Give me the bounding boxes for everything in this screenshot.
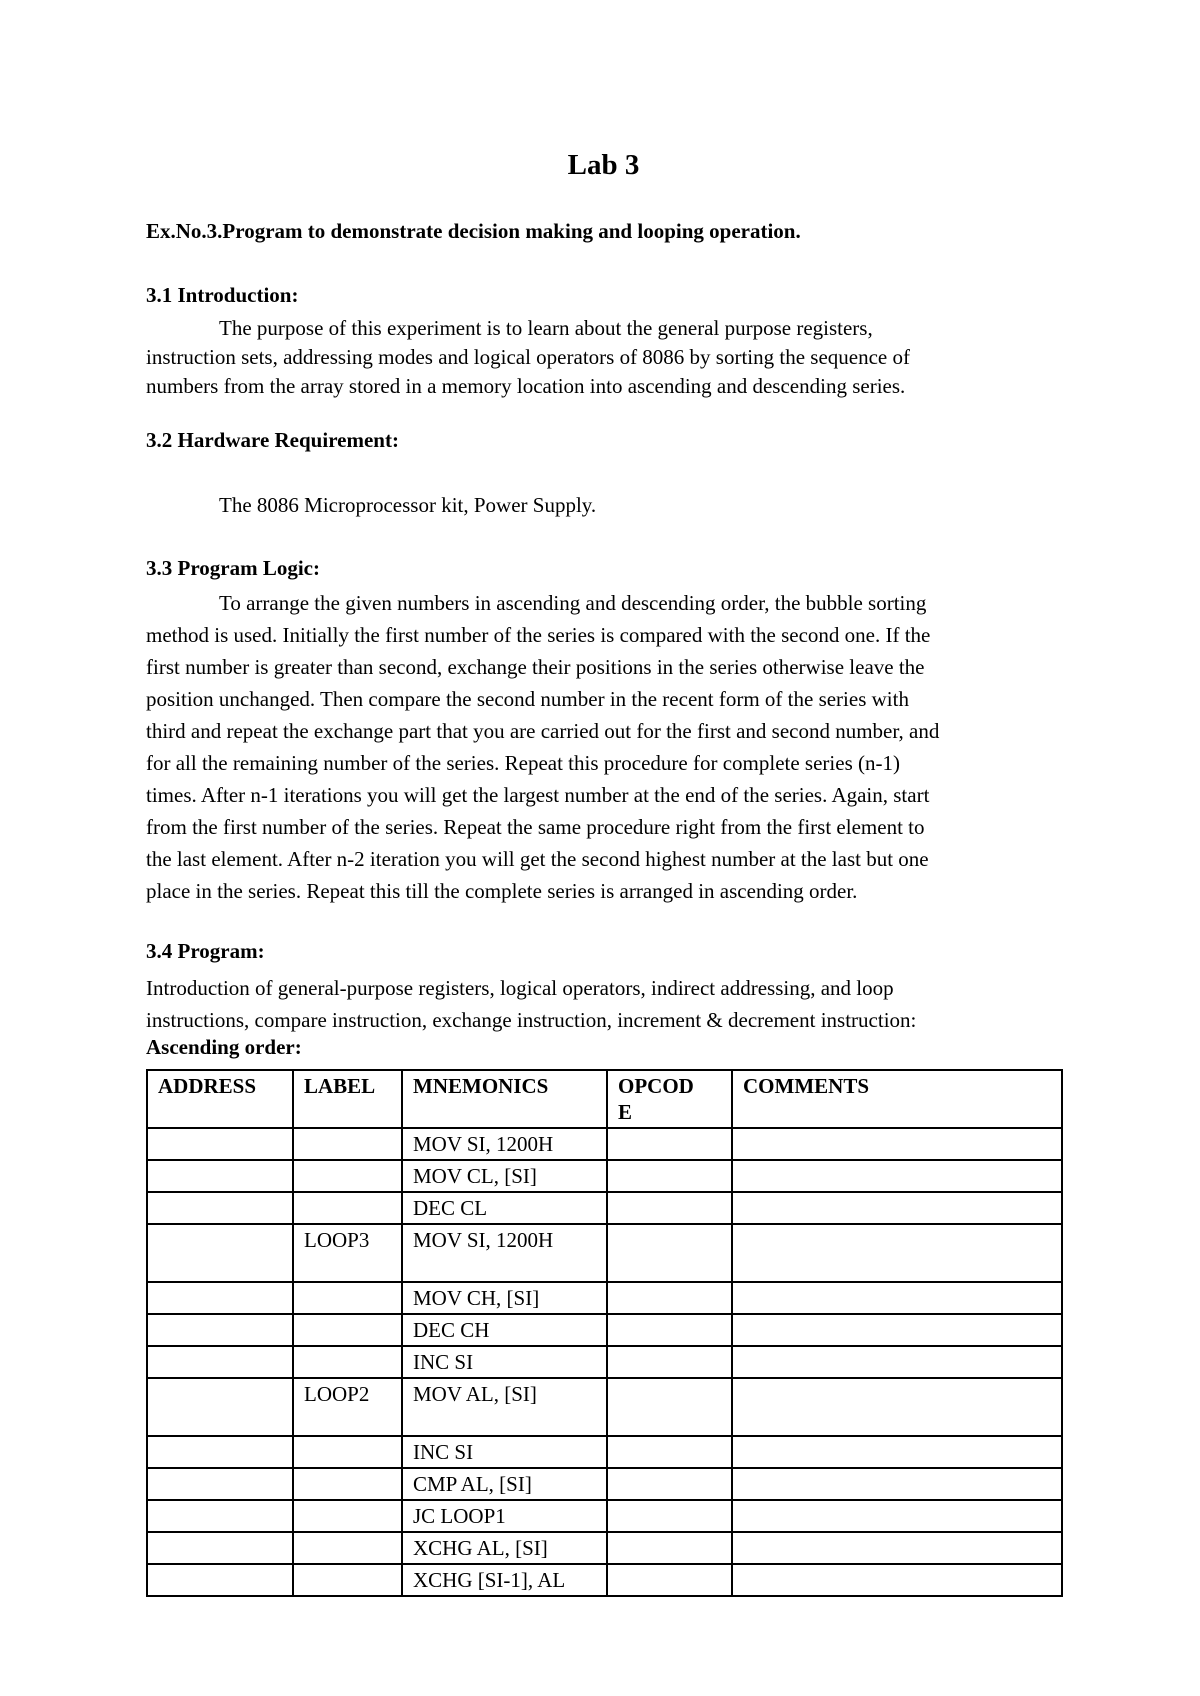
cell-mnemonic: CMP AL, [SI] xyxy=(402,1468,607,1500)
exercise-heading: Ex.No.3.Program to demonstrate decision making and looping operation. xyxy=(146,219,801,243)
table-row xyxy=(147,1532,1062,1564)
cell-opcode xyxy=(607,1436,732,1468)
table-row xyxy=(147,1128,1062,1160)
table-row xyxy=(147,1436,1062,1468)
hardware-text: The 8086 Microprocessor kit, Power Supply. xyxy=(219,493,597,517)
cell-mnemonic: INC SI xyxy=(402,1436,607,1468)
table-row xyxy=(147,1160,1062,1192)
logic-line: from the first number of the series. Repeat the same procedure right from the first element to xyxy=(146,815,925,839)
cell-label xyxy=(293,1282,402,1314)
cell-mnemonic: XCHG AL, [SI] xyxy=(402,1532,607,1564)
program-table xyxy=(146,1069,1063,1597)
table-row xyxy=(147,1564,1062,1596)
cell-comment xyxy=(732,1224,1062,1282)
cell-address xyxy=(147,1282,293,1314)
hardware-heading: 3.2 Hardware Requirement: xyxy=(146,428,399,452)
cell-label xyxy=(293,1346,402,1378)
table-row xyxy=(147,1224,1062,1282)
cell-opcode xyxy=(607,1564,732,1596)
cell-comment xyxy=(732,1128,1062,1160)
cell-mnemonic: MOV SI, 1200H xyxy=(402,1128,607,1160)
logic-line: for all the remaining number of the series. Repeat this procedure for complete series (n-1) xyxy=(146,751,900,775)
cell-comment xyxy=(732,1282,1062,1314)
cell-mnemonic: MOV CH, [SI] xyxy=(402,1282,607,1314)
cell-label xyxy=(293,1314,402,1346)
cell-address xyxy=(147,1532,293,1564)
cell-label xyxy=(293,1468,402,1500)
cell-address xyxy=(147,1468,293,1500)
introduction-line-1: The purpose of this experiment is to learn about the general purpose registers, xyxy=(219,316,873,340)
cell-comment xyxy=(732,1314,1062,1346)
cell-opcode xyxy=(607,1282,732,1314)
cell-comment xyxy=(732,1160,1062,1192)
table-row xyxy=(147,1468,1062,1500)
page-title: Lab 3 xyxy=(567,149,640,181)
cell-comment xyxy=(732,1192,1062,1224)
cell-label xyxy=(293,1128,402,1160)
introduction-line-3: numbers from the array stored in a memory location into ascending and descending series. xyxy=(146,374,906,398)
table-row xyxy=(147,1500,1062,1532)
table-row xyxy=(147,1346,1062,1378)
logic-line: place in the series. Repeat this till the complete series is arranged in ascending order. xyxy=(146,879,858,903)
cell-opcode xyxy=(607,1160,732,1192)
cell-mnemonic: DEC CH xyxy=(402,1314,607,1346)
header-comments: COMMENTS xyxy=(732,1070,1062,1128)
cell-opcode xyxy=(607,1314,732,1346)
table-row xyxy=(147,1314,1062,1346)
table-header-row xyxy=(147,1070,1062,1128)
cell-address xyxy=(147,1224,293,1282)
logic-line: the last element. After n-2 iteration you will get the second highest number at the last but one xyxy=(146,847,929,871)
introduction-line-2: instruction sets, addressing modes and logical operators of 8086 by sorting the sequence of xyxy=(146,345,910,369)
cell-address xyxy=(147,1500,293,1532)
cell-address xyxy=(147,1192,293,1224)
cell-address xyxy=(147,1160,293,1192)
cell-opcode xyxy=(607,1378,732,1436)
table-row xyxy=(147,1192,1062,1224)
cell-comment xyxy=(732,1564,1062,1596)
cell-comment xyxy=(732,1436,1062,1468)
cell-address xyxy=(147,1378,293,1436)
cell-comment xyxy=(732,1346,1062,1378)
cell-address xyxy=(147,1128,293,1160)
header-opcode-part-2: E xyxy=(618,1100,633,1124)
cell-opcode xyxy=(607,1128,732,1160)
program-heading: 3.4 Program: xyxy=(146,939,265,963)
introduction-heading: 3.1 Introduction: xyxy=(146,283,299,307)
cell-mnemonic: MOV CL, [SI] xyxy=(402,1160,607,1192)
logic-line: times. After n-1 iterations you will get the largest number at the end of the series. Again, start xyxy=(146,783,930,807)
cell-opcode xyxy=(607,1224,732,1282)
cell-address xyxy=(147,1346,293,1378)
cell-label xyxy=(293,1160,402,1192)
header-opcode xyxy=(607,1070,732,1128)
table-row xyxy=(147,1378,1062,1436)
cell-label: LOOP3 xyxy=(293,1224,402,1282)
header-mnemonics: MNEMONICS xyxy=(402,1070,607,1128)
cell-mnemonic: JC LOOP1 xyxy=(402,1500,607,1532)
logic-line: position unchanged. Then compare the second number in the recent form of the series with xyxy=(146,687,909,711)
cell-mnemonic: INC SI xyxy=(402,1346,607,1378)
header-opcode-part-1: OPCOD xyxy=(618,1074,694,1098)
cell-opcode xyxy=(607,1192,732,1224)
cell-opcode xyxy=(607,1500,732,1532)
cell-mnemonic: XCHG [SI-1], AL xyxy=(402,1564,607,1596)
cell-opcode xyxy=(607,1346,732,1378)
cell-mnemonic: DEC CL xyxy=(402,1192,607,1224)
cell-label xyxy=(293,1500,402,1532)
header-address: ADDRESS xyxy=(147,1070,293,1128)
logic-line: third and repeat the exchange part that you are carried out for the first and second number, and xyxy=(146,719,940,743)
table-row xyxy=(147,1282,1062,1314)
program-intro-line-2: instructions, compare instruction, exchange instruction, increment & decrement instruction: xyxy=(146,1008,917,1032)
logic-line: method is used. Initially the first number of the series is compared with the second one. If the xyxy=(146,623,931,647)
ascending-order-heading: Ascending order: xyxy=(146,1035,302,1059)
cell-label xyxy=(293,1192,402,1224)
cell-comment xyxy=(732,1378,1062,1436)
cell-address xyxy=(147,1436,293,1468)
cell-label: LOOP2 xyxy=(293,1378,402,1436)
cell-address xyxy=(147,1564,293,1596)
cell-label xyxy=(293,1564,402,1596)
cell-label xyxy=(293,1436,402,1468)
logic-line: first number is greater than second, exchange their positions in the series otherwise leave the xyxy=(146,655,925,679)
cell-opcode xyxy=(607,1532,732,1564)
cell-address xyxy=(147,1314,293,1346)
header-label: LABEL xyxy=(293,1070,402,1128)
cell-mnemonic: MOV SI, 1200H xyxy=(402,1224,607,1282)
program-intro-line-1: Introduction of general-purpose registers, logical operators, indirect addressing, and loop xyxy=(146,976,894,1000)
cell-comment xyxy=(732,1468,1062,1500)
cell-opcode xyxy=(607,1468,732,1500)
cell-comment xyxy=(732,1532,1062,1564)
cell-comment xyxy=(732,1500,1062,1532)
logic-heading: 3.3 Program Logic: xyxy=(146,556,320,580)
cell-label xyxy=(293,1532,402,1564)
cell-mnemonic: MOV AL, [SI] xyxy=(402,1378,607,1436)
logic-line: To arrange the given numbers in ascending and descending order, the bubble sorting xyxy=(219,591,927,615)
